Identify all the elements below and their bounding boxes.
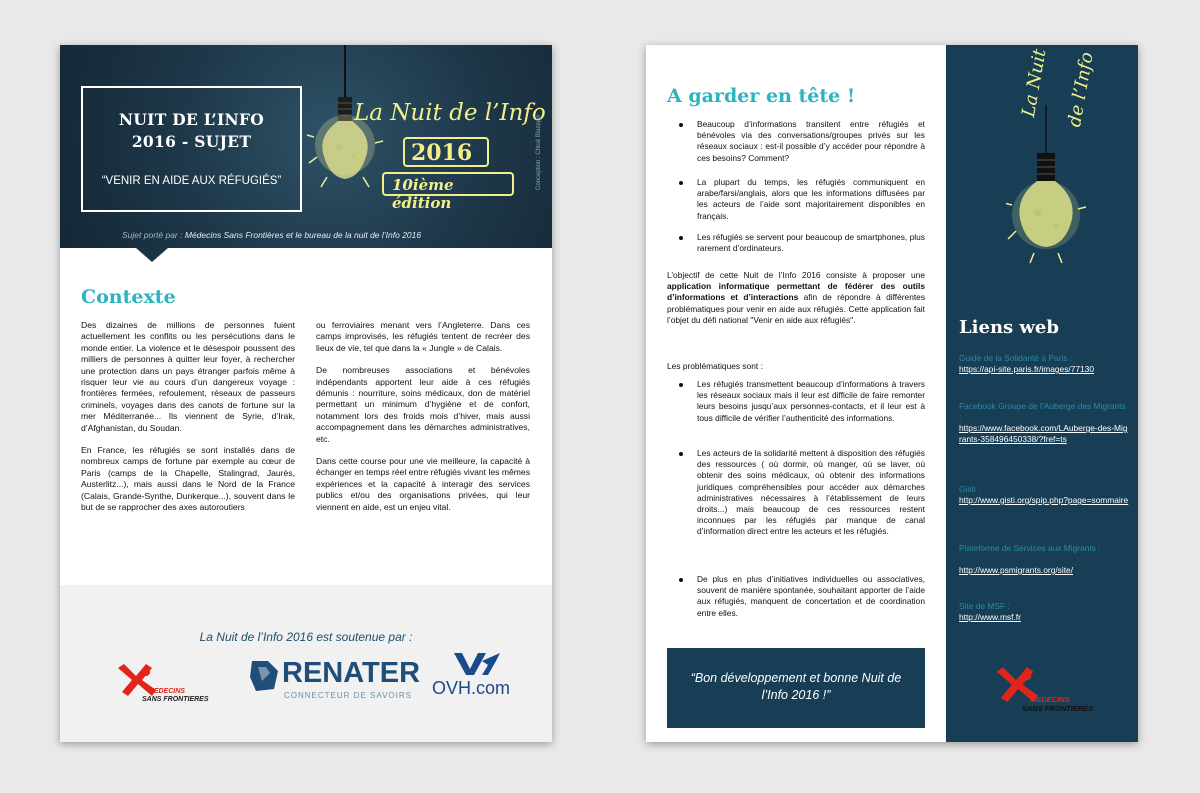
- quote-box: [667, 648, 925, 728]
- sidebar-msf-logo: [990, 665, 1120, 725]
- bullet-dot: [679, 383, 683, 387]
- bullet-dot: [679, 452, 683, 456]
- renater-tagline: CONNECTEUR DE SAVOIRS: [284, 691, 412, 700]
- context-heading: Contexte: [81, 286, 176, 308]
- title-box: [81, 86, 302, 212]
- logo-title: La Nuit de l’Info: [354, 100, 546, 126]
- problems-label: Les problématiques sont :: [667, 361, 763, 371]
- link-label: Site de MSF :: [959, 601, 1010, 611]
- logo-year: 2016: [411, 140, 473, 166]
- link-label: Gisti :: [959, 484, 981, 494]
- sponsor-zone: [60, 585, 552, 742]
- closing-quote: “Bon développement et bonne Nuit de l’Info 2016 !”: [690, 671, 902, 702]
- lightbulb-icon: [305, 45, 385, 215]
- sidebar-logo-line-1: La Nuit: [1018, 47, 1051, 119]
- sidebar-logo-line-2: de l’Info: [1064, 50, 1098, 129]
- logo-year-badge: [403, 137, 489, 167]
- link-label: Guide de la Solidarité à Paris :: [959, 353, 1073, 363]
- link-url[interactable]: http://www.gisti.org/spip.php?page=sommaire: [959, 495, 1129, 505]
- link-label: Plateforme de Services aux Migrants :: [959, 543, 1101, 553]
- objective-bold: application informatique permettant de fédérer des outils d’informations et d’interactions: [667, 281, 925, 303]
- msf-line-2: SANS FRONTIERES: [142, 696, 209, 703]
- title-line-1: NUIT DE L’INFO: [118, 110, 265, 129]
- sponsor-title: La Nuit de l’Info 2016 est soutenue par :: [199, 630, 413, 644]
- link-url[interactable]: http://www.msf.fr: [959, 612, 1021, 622]
- ovh-logo: [432, 651, 522, 711]
- link-url[interactable]: http://www.psmigrants.org/site/: [959, 565, 1074, 575]
- copyright-note: Conception : Chloé Blazejak: [536, 114, 542, 190]
- msf-line-1: MEDECINS: [148, 688, 185, 695]
- page-two: [646, 45, 1138, 742]
- logo-edition-badge: [382, 172, 514, 212]
- renater-logo-icon: [248, 659, 280, 693]
- subtitle: “VENIR EN AIDE AUX RÉFUGIÉS”: [101, 175, 282, 187]
- bullet-dot: [679, 123, 683, 127]
- ovh-logo-icon: [452, 651, 502, 677]
- title-line-2: 2016 - SUJET: [131, 132, 252, 151]
- problem-bullet: De plus en plus d’initiatives individuelles ou associatives, souvent de manière spontanée, souhaitant apporter de l’aide aux réfugiés, manquent de concertation et de coordination entre elles.: [697, 574, 925, 618]
- subject-by-label: Sujet porté par :: [122, 230, 183, 240]
- ovh-name: OVH.com: [432, 678, 511, 698]
- objective-end: afin de répondre à différentes problématiques pour venir en aide aux réfugiés. Cette application fait l’objet du défi national "Venir en aide aux réfugiés".: [667, 292, 926, 325]
- reminder-bullet: Beaucoup d’informations transitent entre réfugiés et bénévoles via des conversations/groupes privés sur les réseaux sociaux : est-il possible d’y accéder pour répondre à ces besoins? Comment?: [697, 119, 925, 163]
- bullet-dot: [679, 236, 683, 240]
- context-left-column: [81, 320, 295, 525]
- msf-line-1: MEDECINS: [1030, 695, 1070, 704]
- page-one: [60, 45, 552, 742]
- objective-start: L’objectif de cette Nuit de l’Info 2016 consiste à proposer une: [667, 270, 925, 280]
- link-label: Facebook Groupe de l’Auberge des Migrants :: [959, 401, 1126, 422]
- header-notch: [136, 248, 168, 262]
- lightbulb-icon: [1006, 105, 1086, 275]
- bullet-dot: [679, 578, 683, 582]
- subject-by: [122, 230, 502, 240]
- objective-paragraph: [667, 270, 925, 326]
- subject-by-text: Médecins Sans Frontières et le bureau de la nuit de l’Info 2016: [184, 230, 422, 240]
- reminder-bullet: Les réfugiés se servent pour beaucoup de smartphones, plus rarement d’ordinateurs.: [697, 232, 925, 254]
- links-heading: Liens web: [959, 317, 1059, 338]
- header-banner: [60, 45, 552, 248]
- context-paragraph: Des dizaines de millions de personnes fuient actuellement les conflits ou les persécutions dans le monde entier. La violence et le désespoir poussent des milliers de personnes à quitter leur foyer, à rechercher une protection dans un pays étranger parfois même à risquer leur vie au cours d’un dangereux voyage : frontières fermées, refoulement, réseaux de passeurs criminels, voyages dans des canots de fortune sur la mer Méditerranée... Ils viennent de Syrie, d’Irak, d’Afghanistan, du Soudan.: [81, 320, 295, 433]
- renater-logo: [248, 657, 421, 707]
- context-paragraph: Dans cette course pour une vie meilleure, la capacité à échanger en temps réel entre réfugiés vivant les mêmes expériences et la capacité à interagir des services publics et/ou des organisations privées, qui leur viennent en aide, est un enjeu vital.: [316, 456, 530, 512]
- context-paragraph: De nombreuses associations et bénévoles indépendants apportent leur aide à ces réfugiés démunis : nourriture, soins médicaux, don de matériel permettant un minimum d’hygiène et de confort, notamment lors des froids mois d’hiver, mais aussi accompagnement dans les démarches administratives, etc.: [316, 365, 530, 444]
- bullet-dot: [679, 181, 683, 185]
- renater-name: RENATER: [282, 657, 421, 689]
- link-url[interactable]: https://www.facebook.com/LAuberge-des-Migrants-358496450338/?fref=ts: [959, 423, 1128, 444]
- context-paragraph: En France, les réfugiés se sont installés dans de nombreux camps de fortune par exemple au cœur de Paris (camps de la Chapelle, Stalingrad, Jaurès, Austerlitz...), mais aussi dans le Nord de la France (Calais, Grande-Synthe, Dunkerque...), souvent dans le but de se rapprocher des axes autoroutiers: [81, 445, 295, 513]
- problem-bullet: Les acteurs de la solidarité mettent à disposition des réfugiés des ressources ( où dormir, où manger, où se laver, où obtenir des soins médicaux, où obtenir des informations juridiques compréhensibles pour accéder aux démarches administratives nécessaires à l’établissement de leurs droits...) mais beaucoup de ces ressources restent inconnues par les réfugiés par manque de canal d’information direct entre les acteurs et les réfugiés.: [697, 448, 925, 537]
- sidebar: [946, 45, 1138, 742]
- reminder-bullet: La plupart du temps, les réfugiés communiquent en arabe/farsi/anglais, alors que les informations diffusées par les acteurs de l’aide sont majoritairement disponibles en français.: [697, 177, 925, 221]
- context-paragraph: ou ferroviaires menant vers l’Angleterre. Dans ces camps improvisés, les réfugiés tentent de recréer des lieux de vie, tel que dans la « Jungle » de Calais.: [316, 320, 530, 353]
- context-right-column: [316, 320, 530, 524]
- reminder-heading: A garder en tête !: [667, 85, 856, 107]
- link-url[interactable]: https://api-site.paris.fr/images/77130: [959, 364, 1094, 374]
- problem-bullet: Les réfugiés transmettent beaucoup d’informations à travers les réseaux sociaux mais il leur est difficile de faire remonter leurs besoins jusqu’aux personnes-contacts, et il leur est à tous difficile de vérifier l’authenticité des informations.: [697, 379, 925, 423]
- msf-logo: [112, 662, 232, 712]
- msf-line-2: SANS FRONTIERES: [1022, 704, 1094, 713]
- logo-edition: 10ième édition: [392, 176, 454, 212]
